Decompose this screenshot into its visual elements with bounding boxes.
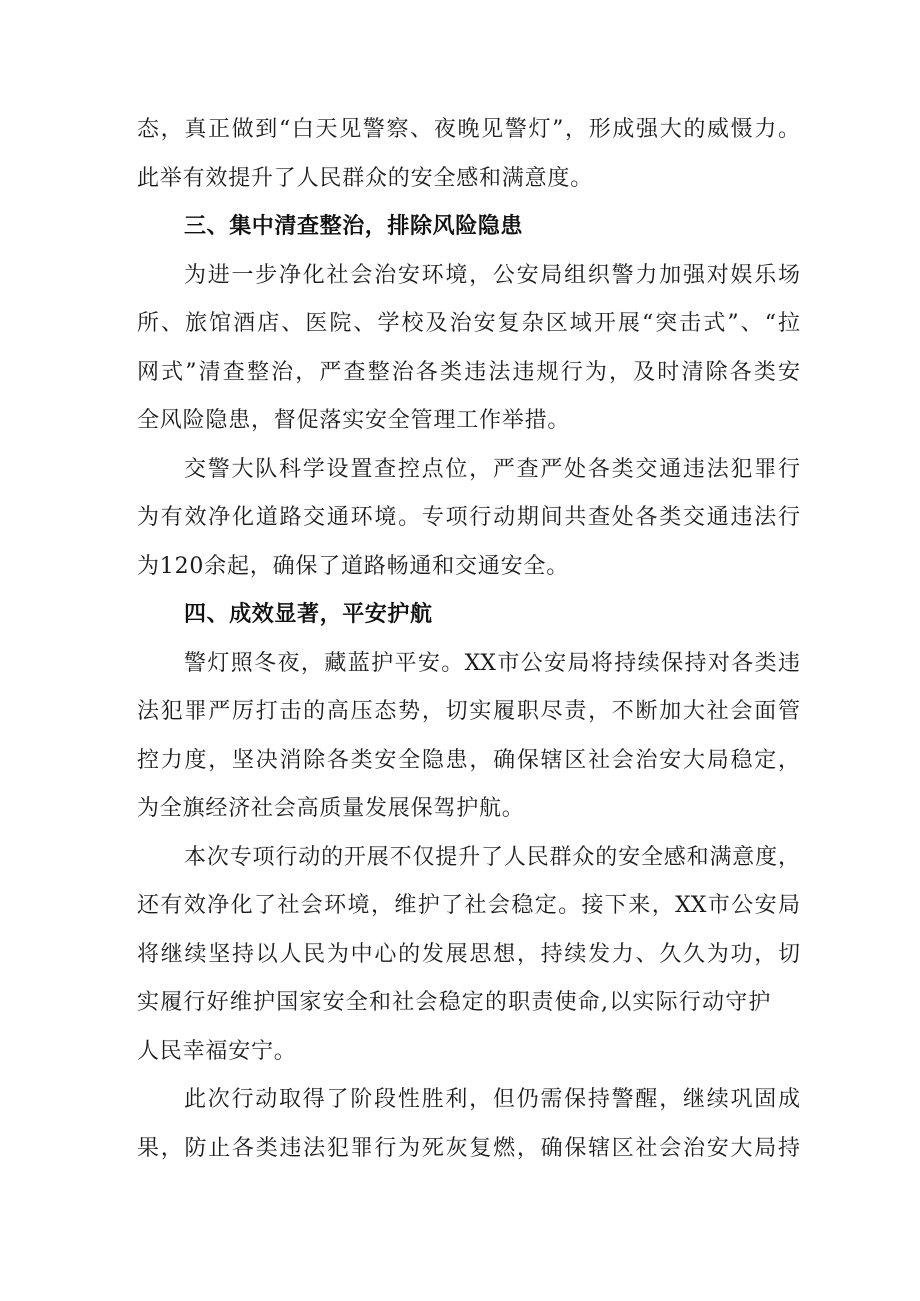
paragraph (137, 834, 800, 1077)
text-line: 为进一步净化社会治安环境，公安局组织警力加强对娱乐场 (184, 262, 800, 288)
text-line: 警灯照冬夜，藏蓝护平安。XX市公安局将持续保持对各类违 (184, 650, 800, 676)
text-line: 为全旗经济社会高质量发展保驾护航。 (137, 796, 525, 821)
text-line: 此举有效提升了人民群众的安全感和满意度。 (137, 165, 594, 191)
section-4 (137, 591, 800, 1173)
text-line: 为有效净化道路交通环境。专项行动期间共查处各类交通违法行 (137, 505, 800, 530)
paragraph-continuation (137, 106, 800, 203)
section-heading: 四、成效显著，平安护航 (184, 602, 433, 627)
paragraph (137, 1076, 800, 1173)
text-line: 控力度，坚决消除各类安全隐患，确保辖区社会治安大局稳定， (137, 747, 800, 773)
section-3 (137, 203, 800, 591)
text-line: 全风险隐患，督促落实安全管理工作举措。 (137, 408, 571, 433)
text-line: 网式”清查整治，严查整治各类违法违规行为，及时清除各类安 (137, 359, 800, 385)
paragraph (137, 252, 800, 446)
text-line: 人民幸福安宁。 (137, 1038, 297, 1064)
text-line: 为120余起，确保了道路畅通和交通安全。 (137, 553, 569, 579)
paragraph (137, 446, 800, 592)
text-line: 此次行动取得了阶段性胜利，但仍需保持警醒，继续巩固成 (184, 1087, 800, 1112)
text-line: 还有效净化了社会环境，维护了社会稳定。接下来，XX市公安局 (137, 893, 800, 918)
section-heading: 三、集中清查整治，排除风险隐患 (184, 214, 524, 239)
text-line: 交警大队科学设置查控点位，严查严处各类交通违法犯罪行 (184, 456, 800, 482)
text-line: 将继续坚持以人民为中心的发展思想，持续发力、久久为功，切 (137, 941, 800, 967)
text-line: 本次专项行动的开展不仅提升了人民群众的安全感和满意度， (184, 844, 800, 870)
text-line: 果，防止各类违法犯罪行为死灰复燃，确保辖区社会治安大局持 (137, 1135, 800, 1161)
text-line: 态，真正做到“白天见警察、夜晚见警灯”，形成强大的威慑力。 (137, 117, 800, 142)
text-line: 所、旅馆酒店、医院、学校及治安复杂区域开展“突击式”、“拉 (137, 311, 800, 336)
text-line: 实履行好维护国家安全和社会稳定的职责使命,以实际行动守护 (137, 990, 772, 1015)
text-line: 法犯罪严厉打击的高压态势，切实履职尽责，不断加大社会面管 (137, 699, 800, 724)
paragraph (137, 640, 800, 834)
